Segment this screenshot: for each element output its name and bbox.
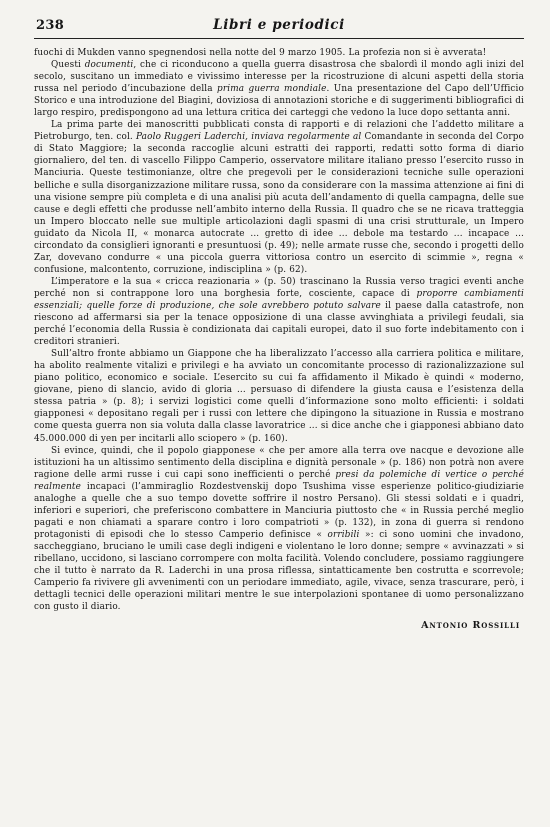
- paragraph: [34, 348, 524, 444]
- italic-text: Paolo Ruggeri Laderchi, inviava regolarmente al: [135, 132, 362, 143]
- author-signature: Antonio Rossilli: [421, 620, 520, 632]
- text-segment: , che ci riconducono a quella guerra disastrosa che sbalordì il mondo agli inizi del secolo, suscitano un immediato e vivissimo interesse per la ricostruzione di alcuni aspetti della storia russa nel periodo d’incubazione della: [34, 60, 524, 95]
- text-segment: il paese dalla catastrofe, non riescono ad affermarsi sia per la tenace opposizione di una classe avvinghiata a privilegi feudali, sia perché l’economia della Russia è condizionata dai capitali europei, dato il suo forte indebitamento con i creditori stranieri.: [34, 300, 524, 348]
- text-segment: . Una presentazione del Capo dell’Ufficio Storico e una introduzione del Biagini, doviziosa di annotazioni storiche e di suggerimenti bibliografici di largo respiro, predispongono ad una lettura critica dei carteggi che vedono la luce dopo settanta anni.: [34, 84, 524, 119]
- running-title: Libri e periodici: [213, 17, 345, 33]
- italic-text: documenti: [84, 60, 134, 71]
- text-segment: Si evince, quindi, che il popolo giapponese « che per amore alla terra ove nacque e devozione alle istituzioni ha un altissimo sentimento della disciplina e dignità personale » (p. 186) non potrà non avere ragione delle armi russe i cui capi sono inefficienti o perché: [34, 445, 524, 480]
- italic-text: proporre cambiamenti essenziali; quelle forze di produzione, che sole avrebbero potuto salvare: [34, 288, 524, 311]
- italic-text: orribili: [327, 529, 360, 540]
- page-header: [34, 16, 524, 39]
- italic-text: prima guerra mondiale: [217, 84, 327, 95]
- text-segment: »: ci sono uomini che invadono, saccheggiano, bruciano le umili case degli indigeni e violentano le loro donne; sempre « avvinazzati » si ribellano, uccidono, si lasciano corrompere con molta facilità. Volendo concludere, possiamo raggiungere che il tutto è narrato da R. Laderchi in una prosa riflessa, sintatticamente ben costrutta e scorrevole; Camperio fa rivivere gli avvenimenti con un periodare immediato, agile, vivace, senza trascurare, però, i dettagli tecnici delle operazioni militari mentre le sue interpolazioni spontanee di uomo personalizzano con gusto il diario.: [34, 529, 524, 613]
- paragraph: [34, 47, 524, 59]
- text-segment: L’imperatore e la sua « cricca reazionaria » (p. 50) trascinano la Russia verso tragici eventi anche perché non si contrappone loro una borghesia forte, cosciente, capace di: [34, 276, 524, 299]
- paragraph: [34, 59, 524, 119]
- text-segment: La prima parte dei manoscritti pubblicati consta di rapporti e di relazioni che l’addetto militare a Pietroburgo, ten. col.: [34, 120, 524, 143]
- text-segment: Comandante in seconda del Corpo di Stato Maggiore; la seconda raccoglie alcuni estratti dei rapporti, redatti sotto forma di diario giornaliero, del ten. di vascello Filippo Camperio, osservatore militare italiano presso l’esercito russo in Manciuria. Queste testimonianze, oltre che pregevoli per le considerazioni tecniche sulle operazioni belliche e sulla disorganizzazione militare russa, sono da considerare con la massima attenzione ai fini di una visione sempre più completa e di una analisi più acuta dell’andamento di quella campagna, delle sue cause e degli effetti che produsse nell’ambito interno della Russia. Il quadro che se ne ricava tratteggia un Impero bloccato nelle sue multiple articolazioni dagli spasmi di una crisi strutturale, un Impero guidato da Nicola II, « monarca autocrate ... gretto di idee ... debole ma testardo ... incapace ... circondato da consiglieri ignoranti e presuntuosi (p. 49); nelle armate russe che, secondo i progetti dello Zar, dovevano condurre « una piccola guerra vittoriosa contro un esercito di scimmie », regna « confusione, malcontento, corruzione, indisciplina » (p. 62).: [34, 132, 524, 275]
- paragraph: [34, 276, 524, 348]
- article-body: [34, 47, 524, 613]
- text-segment: fuochi di Mukden vanno spegnendosi nella notte del 9 marzo 1905. La profezia non si è avverata!: [34, 48, 487, 58]
- text-segment: Sull’altro fronte abbiamo un Giappone che ha liberalizzato l’accesso alla carriera politica e militare, ha abolito realmente vitalizi e privilegi e ha avviato un concomitante processo di razionalizzazione sul piano politico, economico e sociale. L’esercito su cui fa affidamento il Mikado è quindi « moderno, giovane, pieno di slancio, avido di gloria ... persuaso di difendere la giusta causa e l’esistenza della stessa patria » (p. 8); i servizi logistici come quelli d’informazione sono molto efficienti: i soldati giapponesi « depositano regali per i russi con lettere che dipingono la situazione in Russia e mostrano come questa guerra non sia voluta dalla classe lavoratrice ... si dice anche che i giapponesi abbiano dato 45.000.000 di yen per incitarli allo sciopero » (p. 160).: [34, 349, 524, 444]
- paragraph: [34, 119, 524, 276]
- italic-text: presi da polemiche di vertice o perché realmente: [34, 469, 524, 492]
- text-segment: Questi: [51, 60, 85, 71]
- page-number: 238: [36, 18, 65, 33]
- text-segment: incapaci (l’ammiraglio Rozdestvenskij dopo Tsushima visse esperienze politico-giudiziarie analoghe a quelle che a suo tempo dovette soffrire il nostro Persano). Gli stessi soldati e i quadri, inferiori e superiori, che preferiscono combattere in Manciuria piuttosto che « in Russia perché meglio pagati e non chiamati a sparare contro i loro compatrioti » (p. 132), in zona di guerra si rendono protagonisti di episodi che lo stesso Camperio definisce «: [34, 481, 524, 540]
- paragraph: [34, 445, 524, 614]
